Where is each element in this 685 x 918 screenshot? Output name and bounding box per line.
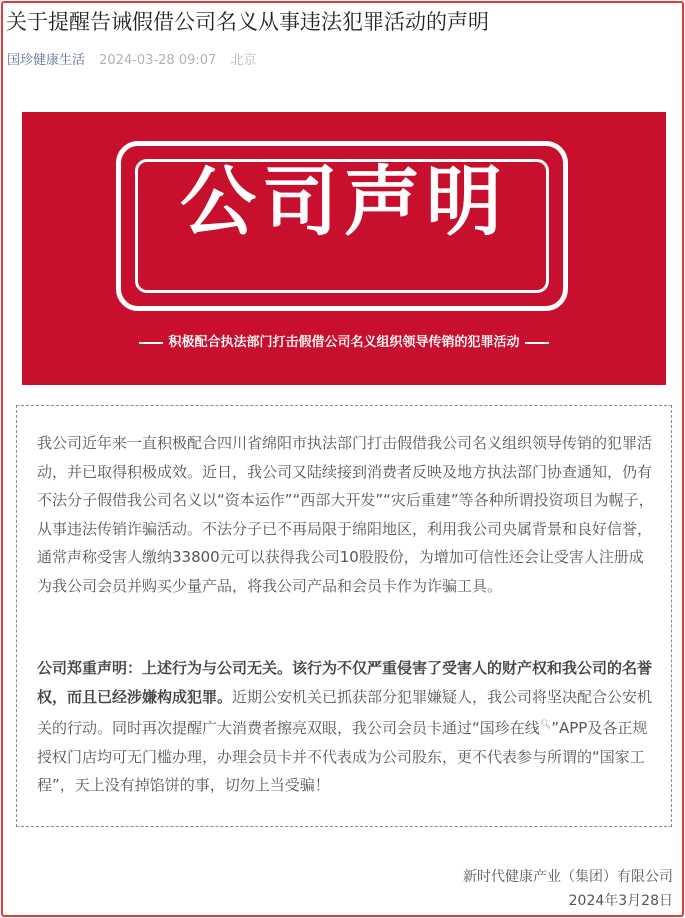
notice-paragraph-2 — [37, 654, 655, 800]
announcement-banner — [22, 112, 666, 385]
article-title: 关于提醒告诫假借公司名义从事违法犯罪活动的声明 — [6, 10, 489, 34]
article-source-link[interactable]: 国珍健康生活 — [7, 53, 86, 68]
notice-declaration-bold: 公司郑重声明：上述行为与公司无关。该行为不仅严重侵害了受害人的财产权和我公司的名誉权，而且已经涉嫌构成犯罪。 — [37, 659, 653, 706]
article-datetime: 2024-03-28 09:07 — [99, 53, 217, 68]
notice-paragraph-2-part-2: ”APP及各正规授权门店均可无门槛办理，办理会员卡并不代表成为公司股东，更不代表参与所谓的“国家工程”，天上没有掉馅饼的事，切勿上当受骗！ — [37, 719, 648, 795]
article-meta — [7, 52, 256, 70]
notice-paragraph-1: 我公司近年来一直积极配合四川省绵阳市执法部门打击假借我公司名义组织领导传销的犯罪活动，并已取得积极成效。近日，我公司又陆续接到消费者反映及地方执法部门协查通知，仍有不法分子假借我公司名义以“资本运作”“西部大开发”“灾后重建”等各种所谓投资项目为幌子，从事违法传销诈骗活动。不法分子已不再局限于绵阳地区，利用我公司央属背景和良好信誉，通常声称受害人缴纳33800元可以获得我公司10股股份，为增加可信性还会让受害人注册成为我公司会员并购买少量产品，将我公司产品和会员卡作为诈骗工具。 — [37, 434, 654, 595]
notice-box — [16, 405, 672, 827]
banner-subtitle-row — [22, 334, 666, 352]
signature-company: 新时代健康产业（集团）有限公司 — [463, 869, 673, 885]
signature-date: 2024年3月28日 — [568, 893, 673, 909]
banner-dash-right — [525, 342, 549, 344]
banner-subtitle: 积极配合执法部门打击假借公司名义组织领导传销的犯罪活动 — [168, 335, 520, 350]
notice-paragraph-2-part-1: 近期公安机关已抓获部分犯罪嫌疑人，我公司将坚决配合公安机关的行动。同时再次提醒广大消费者擦亮双眼，我公司会员卡通过“国珍在线 — [37, 687, 653, 738]
banner-title: 公司声明 — [180, 157, 508, 246]
article-location: 北京 — [230, 53, 257, 68]
banner-dash-left — [139, 342, 163, 344]
search-icon[interactable]: 🔍︎ — [539, 720, 552, 731]
